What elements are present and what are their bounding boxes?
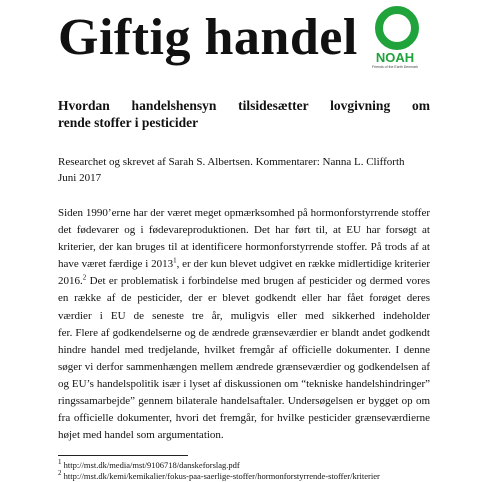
body-line — [58, 273, 430, 290]
subtitle-line: rende stoffer i pesticider — [58, 115, 199, 131]
body-line: søger vi derfor sammenhængen mellem ændrede grænseværdier og godkendelsen af — [58, 360, 430, 373]
logo-text: NOAH — [375, 50, 415, 65]
body-line-tail: Det er problematisk i forbindelse med brugen af pesticider og dermed vores — [89, 275, 430, 288]
body-line-head: 2016. — [58, 275, 83, 288]
body-line: Siden 1990’erne har der været meget opmærksomhed på hormonforstyrrende stoffer — [58, 207, 430, 219]
logo-subtext: Friends of the Earth Denmark — [372, 65, 418, 69]
footnotes — [58, 460, 458, 482]
footnote — [58, 471, 458, 482]
author-line: Researchet og skrevet af Sarah S. Albertsen. Kommentarer: Nanna L. Clifforth — [58, 156, 405, 168]
body-line: fer. Flere af godkendelserne og de ændrede grænseværdier er blandt andet godkendt — [58, 326, 430, 339]
footnote — [58, 460, 458, 471]
footnote-mark: 2 — [58, 469, 62, 478]
body-line: fra officielle dokumenter, hvori det fremgår, for hvilke pesticider grænseværdierne — [58, 412, 430, 425]
subtitle-line: Hvordan handelshensyn tilsidesætter lovgivning om — [58, 98, 430, 113]
footnote-divider — [58, 455, 188, 456]
document-subtitle — [58, 96, 430, 133]
footnote-mark: 1 — [58, 458, 62, 467]
body-line: og EU’s handelspolitik især i lyset af diskussionen om “tekniske handelshindringer” — [58, 377, 430, 390]
body-line — [58, 256, 430, 273]
footnote-ref[interactable]: 1 — [173, 256, 177, 265]
footnote-link[interactable]: http://mst.dk/kemi/kemikalier/fokus-paa-saerlige-stoffer/hormonforstyrrende-stoffer/kriterier — [61, 471, 380, 481]
body-line-head: have været færdige i 2013 — [58, 258, 174, 271]
body-line: kriterier, der kan bruges til at identificere hormonforstyrrende stoffer. På trods af at — [58, 241, 430, 254]
footnote-ref[interactable]: 2 — [82, 273, 87, 282]
body-line: det fødevarer og i fødevareproduktionen. Det har ført til, at EU har forsøgt at — [58, 224, 430, 237]
body-line: hindre handel med tredjelande, hvilket fremgår af officielle dokumenter. I denne — [58, 343, 430, 356]
publication-date: Juni 2017 — [58, 172, 102, 184]
body-line-tail: , er der kun blevet udgivet en række midlertidige kriterier — [176, 258, 430, 271]
body-paragraph — [58, 205, 430, 444]
body-line: ringssamarbejde” gennem bilaterale handelsaftaler. Undersøgelsen er bygget op om — [58, 395, 430, 408]
noah-logo — [370, 6, 420, 74]
body-line: en række af de pesticider, der er blevet godkendt eller har fået forøget deres — [58, 292, 430, 305]
body-line: værdier i EU de seneste tre år, muligvis eller med sikkerhed indeholder — [58, 309, 430, 322]
document-title: Giftig handel — [58, 9, 358, 66]
logo-ring-icon — [375, 6, 419, 50]
footnote-link[interactable]: http://mst.dk/media/mst/9106718/danskeforslag.pdf — [61, 460, 240, 470]
body-line: højet med handel som argumentation. — [58, 429, 224, 442]
document-meta — [58, 154, 430, 186]
